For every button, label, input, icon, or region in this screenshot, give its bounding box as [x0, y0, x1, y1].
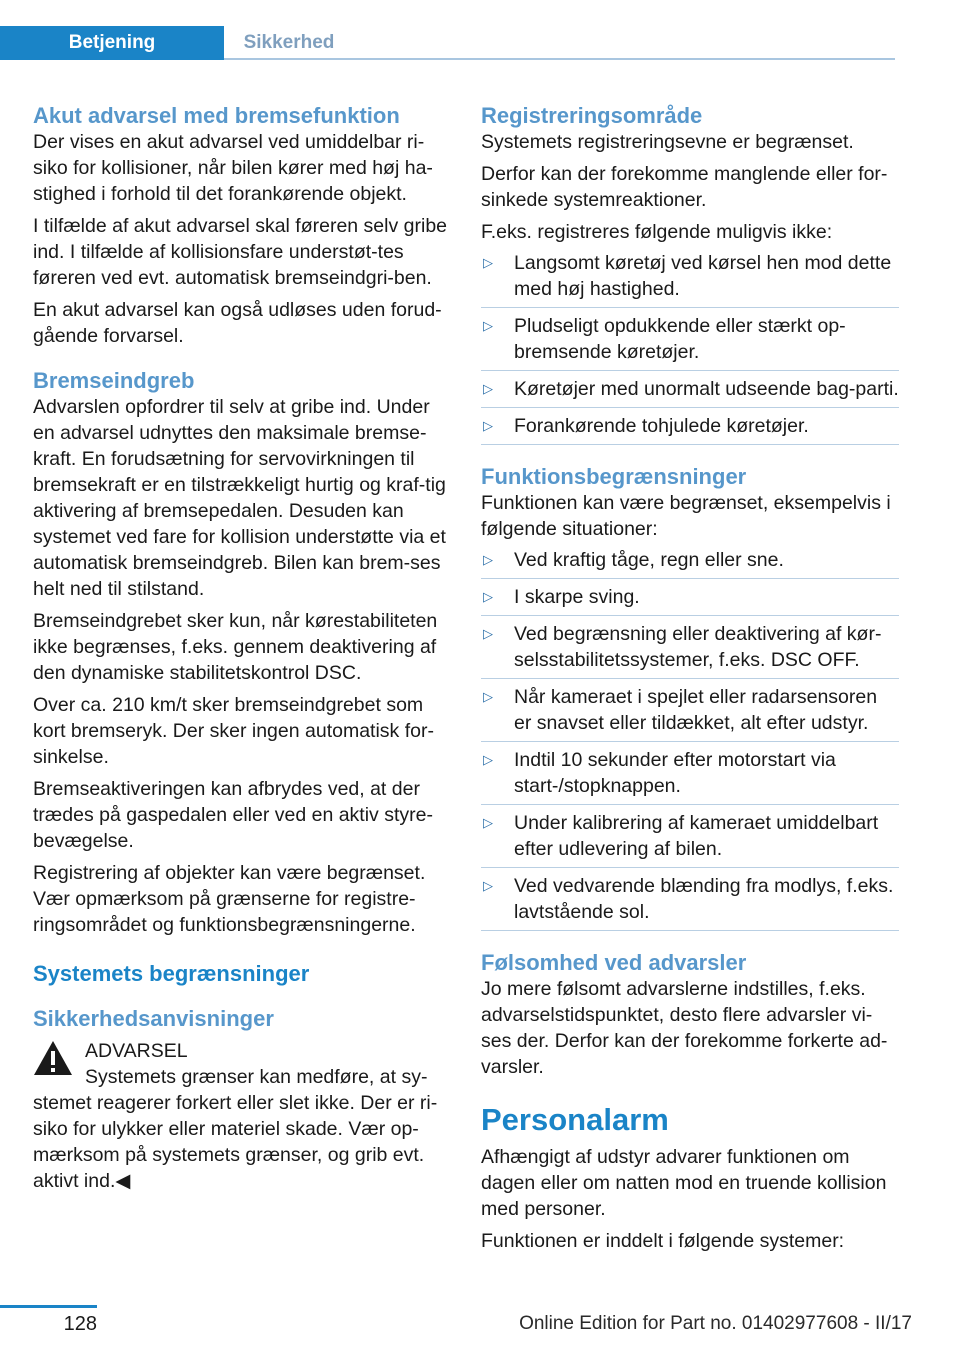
- triangle-bullet-icon: ▷: [483, 418, 493, 433]
- list-funktion: [481, 542, 899, 931]
- tab-betjening[interactable]: Betjening: [0, 26, 224, 60]
- heading-foelsomhed: Følsomhed ved advarsler: [481, 950, 747, 975]
- heading-akut-advarsel: Akut advarsel med bremsefunktion: [33, 103, 400, 128]
- list-registrering: [481, 245, 899, 445]
- right-column: [481, 102, 899, 1254]
- list-item: ▷ Langsomt køretøj ved kørsel hen mod dette med høj hastighed.: [481, 245, 899, 308]
- paragraph: Derfor kan der forekomme manglende eller for-sinkede systemreaktioner.: [481, 163, 888, 211]
- list-item: ▷ Køretøjer med unormalt udseende bag-parti.: [481, 371, 899, 408]
- triangle-bullet-icon: ▷: [483, 815, 493, 830]
- list-item: ▷ Når kameraet i spejlet eller radarsensoren er snavset eller tildækket, alt efter udstyr.: [481, 679, 899, 742]
- triangle-bullet-icon: ▷: [483, 752, 493, 767]
- warning-title: ADVARSEL: [85, 1040, 188, 1062]
- triangle-bullet-icon: ▷: [483, 318, 493, 333]
- paragraph: Advarslen opfordrer til selv at gribe ind. Under en advarsel udnyttes den maksimale bremse-kraft. En forudsætning for servovirkningen til bremsekraft er en tilstrækkeligt hurtig og kraf-tig aktivering af bremsepedalen. Desuden kan systemet ved fare for kollision understøtte via et automatisk bremseindgreb. Bilen kan brem-ses helt ned til stilstand.: [33, 396, 446, 600]
- page-number: 128: [63, 1313, 97, 1335]
- list-item: ▷ Ved vedvarende blænding fra modlys, f.eks. lavtstående sol.: [481, 868, 899, 931]
- warning-box: [33, 1038, 448, 1194]
- tab-divider: [224, 58, 895, 60]
- heading-sikkerhedsanvisninger: Sikkerhedsanvisninger: [33, 1006, 274, 1031]
- warning-triangle-icon: [33, 1040, 73, 1076]
- heading-bremseindgreb: Bremseindgreb: [33, 368, 195, 393]
- heading-funktionsbegraensninger: Funktionsbegrænsninger: [481, 464, 747, 489]
- triangle-bullet-icon: ▷: [483, 626, 493, 641]
- triangle-bullet-icon: ▷: [483, 381, 493, 396]
- list-item: ▷ Ved begrænsning eller deaktivering af kør-selsstabilitetssystemer, f.eks. DSC OFF.: [481, 616, 899, 679]
- list-item: ▷ Ved kraftig tåge, regn eller sne.: [481, 542, 899, 579]
- paragraph: Over ca. 210 km/t sker bremseindgrebet som kort bremseryk. Der sker ingen automatisk for-sinkelse.: [33, 694, 434, 768]
- triangle-bullet-icon: ▷: [483, 878, 493, 893]
- paragraph: Funktionen kan være begrænset, eksempelvis i følgende situationer:: [481, 492, 891, 540]
- list-item: ▷ Pludseligt opdukkende eller stærkt op-bremsende køretøjer.: [481, 308, 899, 371]
- paragraph: Afhængigt af udstyr advarer funktionen om dagen eller om natten mod en truende kollision med personer.: [481, 1146, 887, 1220]
- list-item: ▷ I skarpe sving.: [481, 579, 899, 616]
- triangle-bullet-icon: ▷: [483, 255, 493, 270]
- paragraph: Systemets registreringsevne er begrænset.: [481, 131, 854, 153]
- paragraph: Bremseindgrebet sker kun, når kørestabiliteten ikke begrænses, f.eks. gennem deaktivering af den dynamiske stabilitetskontrol DSC.: [33, 610, 438, 684]
- left-column: [33, 102, 448, 1194]
- list-item: ▷ Under kalibrering af kameraet umiddelbart efter udlevering af bilen.: [481, 805, 899, 868]
- heading-personalarm: Personalarm: [481, 1102, 669, 1137]
- paragraph: Jo mere følsomt advarslerne indstilles, f.eks. advarselstidspunktet, desto flere advarsler vi-ses der. Derfor kan der forekomme forkerte ad-varsler.: [481, 978, 888, 1078]
- triangle-bullet-icon: ▷: [483, 689, 493, 704]
- list-item: ▷ Indtil 10 sekunder efter motorstart via start-/stopknappen.: [481, 742, 899, 805]
- paragraph: Bremseaktiveringen kan afbrydes ved, at der trædes på gaspedalen eller ved en aktiv styre-bevægelse.: [33, 778, 433, 852]
- tab-sikkerhed[interactable]: Sikkerhed: [243, 32, 335, 53]
- paragraph: Der vises en akut advarsel ved umiddelbar ri-siko for kollisioner, når bilen kører med høj ha-stighed i forhold til det forankørende objekt.: [33, 131, 433, 205]
- warning-text: stemet reagerer forkert eller slet ikke. Der er ri-siko for ulykker eller materiel skade. Vær op-mærksom på systemets grænser, og grib evt. aktivt ind.◀: [33, 1092, 438, 1192]
- triangle-bullet-icon: ▷: [483, 589, 493, 604]
- list-item: ▷ Forankørende tohjulede køretøjer.: [481, 408, 899, 445]
- heading-systemets-begraensninger: Systemets begrænsninger: [33, 961, 310, 986]
- heading-registreringsomraade: Registreringsområde: [481, 103, 703, 128]
- triangle-bullet-icon: ▷: [483, 552, 493, 567]
- paragraph: En akut advarsel kan også udløses uden forud-gående forvarsel.: [33, 299, 442, 347]
- footer-rule: [0, 1305, 97, 1308]
- paragraph: Registrering af objekter kan være begrænset. Vær opmærksom på grænserne for registre-ringsområdet og funktionsbegrænsningerne.: [33, 862, 426, 936]
- edition-text: Online Edition for Part no. 01402977608 - II/17: [519, 1313, 912, 1334]
- paragraph: F.eks. registreres følgende muligvis ikke:: [481, 221, 833, 243]
- paragraph: I tilfælde af akut advarsel skal føreren selv gribe ind. I tilfælde af kollisionsfare understøt-tes føreren ved evt. automatisk bremseindgri-ben.: [33, 215, 448, 289]
- warning-text-first-line: Systemets grænser kan medføre, at sy-: [85, 1066, 428, 1088]
- header-tabs: [0, 26, 895, 60]
- paragraph: Funktionen er inddelt i følgende systemer:: [481, 1230, 845, 1252]
